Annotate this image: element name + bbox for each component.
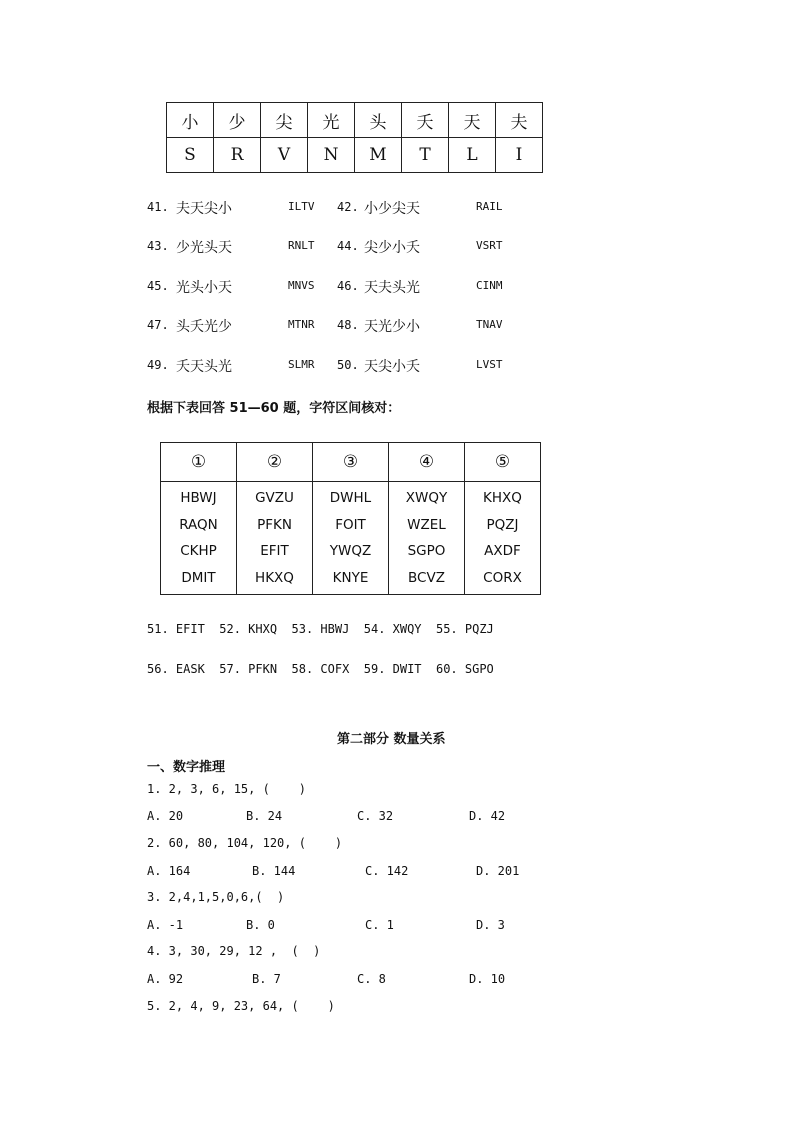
question-code: MNVS	[288, 279, 315, 292]
column-cell	[237, 482, 313, 595]
option: C. 32	[357, 809, 394, 823]
question-text: 尖少小夭	[364, 240, 420, 256]
questions-56-60: 56. EASK 57. PFKN 58. COFX 59. DWIT 60. SGPO	[147, 662, 494, 676]
question-code: VSRT	[476, 239, 503, 252]
code-item: HKXQ	[255, 569, 294, 586]
char-cell: 夫	[496, 103, 543, 138]
question-number: 50.	[337, 358, 359, 372]
letter-cell: T	[402, 138, 449, 173]
code-item: WZEL	[407, 516, 446, 533]
column-cell	[161, 482, 237, 595]
problem-stem: 5. 2, 4, 9, 23, 64, ( )	[147, 999, 335, 1013]
char-letter-table	[166, 102, 543, 173]
column-cell	[465, 482, 541, 595]
code-item: CORX	[483, 569, 522, 586]
letter-cell: L	[449, 138, 496, 173]
section-title: 一、数字推理	[147, 760, 226, 775]
code-item: EFIT	[260, 543, 289, 559]
letter-cell: M	[355, 138, 402, 173]
question-code: ILTV	[288, 200, 315, 213]
char-cell: 夭	[402, 103, 449, 138]
char-row	[167, 103, 543, 138]
letter-cell: I	[496, 138, 543, 173]
question-code: RAIL	[476, 200, 503, 213]
code-item: FOIT	[335, 516, 366, 533]
problem-stem: 3. 2,4,1,5,0,6,( )	[147, 890, 285, 904]
code-item: HBWJ	[180, 490, 217, 506]
code-item: PQZJ	[486, 516, 519, 533]
question-number: 44.	[337, 239, 359, 253]
letter-cell: V	[261, 138, 308, 173]
option: B. 0	[246, 918, 275, 932]
question-text: 天夫头光	[364, 280, 420, 296]
char-cell: 天	[449, 103, 496, 138]
question-code: MTNR	[288, 318, 315, 331]
option: A. -1	[147, 918, 184, 932]
column-header: ①	[161, 443, 237, 482]
column-header: ④	[389, 443, 465, 482]
question-text: 光头小天	[176, 280, 232, 296]
option: C. 8	[357, 972, 386, 986]
option: D. 42	[469, 809, 506, 823]
problem-stem: 2. 60, 80, 104, 120, ( )	[147, 836, 343, 850]
code-item: CKHP	[180, 543, 217, 559]
question-text: 夫天尖小	[176, 201, 232, 217]
question-text: 少光头天	[176, 240, 232, 256]
character-range-table	[160, 442, 541, 595]
char-cell: 头	[355, 103, 402, 138]
instruction-heading: 根据下表回答 51—60 题，字符区间核对：	[147, 401, 401, 416]
code-item: AXDF	[484, 543, 521, 559]
column-header: ⑤	[465, 443, 541, 482]
question-text: 头夭光少	[176, 319, 232, 335]
part-title: 第二部分 数量关系	[337, 732, 446, 747]
table-body-row	[161, 482, 541, 595]
option: A. 92	[147, 972, 184, 986]
question-code: TNAV	[476, 318, 503, 331]
column-cell	[389, 482, 465, 595]
char-cell: 小	[167, 103, 214, 138]
char-cell: 少	[214, 103, 261, 138]
question-number: 42.	[337, 200, 359, 214]
question-number: 46.	[337, 279, 359, 293]
code-item: BCVZ	[408, 569, 445, 586]
code-item: DMIT	[181, 569, 216, 586]
option: D. 10	[469, 972, 506, 986]
question-number: 49.	[147, 358, 169, 372]
code-item: XWQY	[405, 490, 448, 506]
question-number: 43.	[147, 239, 169, 253]
option: D. 3	[476, 918, 505, 932]
option: A. 164	[147, 864, 191, 878]
letter-cell: N	[308, 138, 355, 173]
option: A. 20	[147, 809, 184, 823]
option: B. 7	[252, 972, 281, 986]
code-item: DWHL	[329, 490, 372, 506]
letter-row	[167, 138, 543, 173]
code-item: SGPO	[407, 543, 446, 559]
code-item: KNYE	[332, 569, 369, 586]
code-item: YWQZ	[329, 543, 372, 559]
question-number: 45.	[147, 279, 169, 293]
code-item: RAQN	[179, 516, 218, 533]
question-code: CINM	[476, 279, 503, 292]
option: B. 144	[252, 864, 296, 878]
question-code: RNLT	[288, 239, 315, 252]
question-code: SLMR	[288, 358, 315, 371]
question-text: 夭天头光	[176, 359, 232, 375]
question-code: LVST	[476, 358, 503, 371]
option: B. 24	[246, 809, 283, 823]
column-header: ②	[237, 443, 313, 482]
questions-51-55: 51. EFIT 52. KHXQ 53. HBWJ 54. XWQY 55. PQZJ	[147, 622, 494, 636]
question-text: 小少尖天	[364, 201, 420, 217]
table-header-row	[161, 443, 541, 482]
letter-cell: S	[167, 138, 214, 173]
problem-stem: 4. 3, 30, 29, 12 , ( )	[147, 944, 321, 958]
option: D. 201	[476, 864, 520, 878]
question-number: 47.	[147, 318, 169, 332]
char-cell: 光	[308, 103, 355, 138]
char-cell: 尖	[261, 103, 308, 138]
letter-cell: R	[214, 138, 261, 173]
question-text: 天光少小	[364, 319, 420, 335]
problem-stem: 1. 2, 3, 6, 15, ( )	[147, 782, 306, 796]
option: C. 1	[365, 918, 394, 932]
question-number: 48.	[337, 318, 359, 332]
code-item: PFKN	[257, 516, 292, 533]
question-text: 天尖小夭	[364, 359, 420, 375]
option: C. 142	[365, 864, 409, 878]
question-number: 41.	[147, 200, 169, 214]
code-item: GVZU	[255, 490, 294, 506]
column-cell	[313, 482, 389, 595]
code-item: KHXQ	[483, 490, 522, 506]
column-header: ③	[313, 443, 389, 482]
